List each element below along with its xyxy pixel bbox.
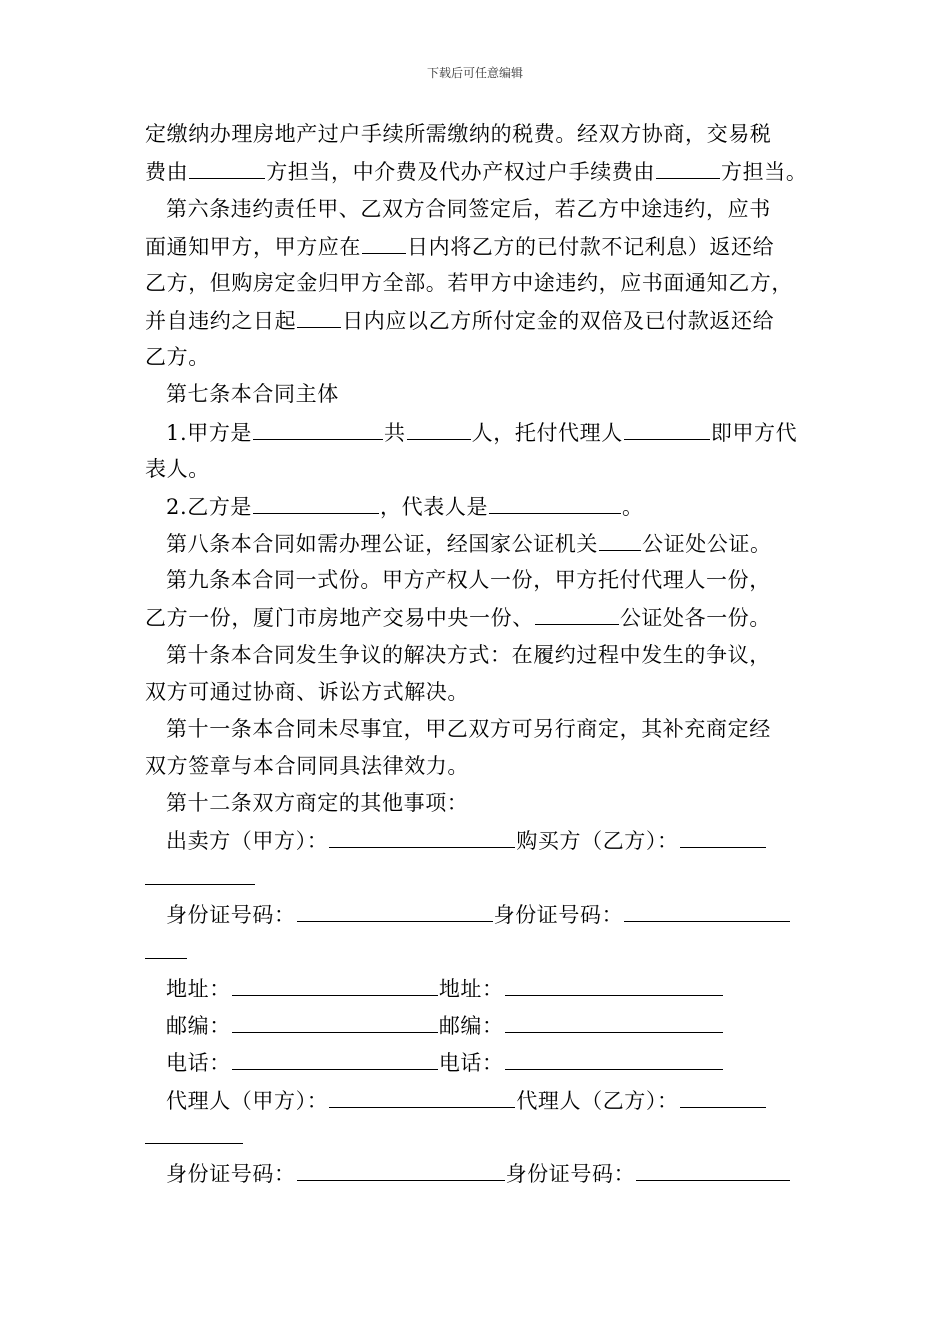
text-line: 第九条本合同一式份。甲方产权人一份，甲方托付代理人一份，	[166, 568, 771, 592]
signature-line: 代理人（甲方）： 代理人（乙方）：	[166, 1086, 767, 1115]
signature-line: 地址： 地址：	[166, 974, 724, 1003]
text-line: 第六条违约责任甲、乙双方合同签定后，若乙方中途违约，应书	[166, 197, 771, 221]
text-line: 定缴纳办理房地产过户手续所需缴纳的税费。经双方协商，交易税	[145, 122, 772, 146]
fill-blank[interactable]	[505, 1011, 723, 1033]
article-title: 第十二条双方商定的其他事项：	[166, 791, 469, 815]
text-line: 第八条本合同如需办理公证，经国家公证机关 公证处公证。	[166, 529, 772, 558]
fill-blank[interactable]	[329, 1086, 515, 1108]
fill-blank[interactable]	[145, 883, 255, 885]
page-header: 下载后可任意编辑	[426, 66, 523, 80]
fill-blank[interactable]	[362, 232, 406, 254]
fill-blank[interactable]	[145, 957, 187, 959]
fill-blank[interactable]	[505, 974, 723, 996]
fill-blank[interactable]	[253, 492, 379, 514]
article-title: 第七条本合同主体	[166, 382, 339, 406]
text-line: 乙方，但购房定金归甲方全部。若甲方中途违约，应书面通知乙方，	[145, 271, 793, 295]
text-line: 第十条本合同发生争议的解决方式：在履约过程中发生的争议，	[166, 643, 771, 667]
signature-line: 身份证号码： 身份证号码：	[166, 1159, 791, 1188]
fill-blank[interactable]	[599, 529, 641, 551]
signature-line: 邮编： 邮编：	[166, 1011, 724, 1040]
fill-blank[interactable]	[505, 1048, 723, 1070]
fill-blank[interactable]	[656, 157, 720, 179]
fill-blank[interactable]	[680, 1086, 766, 1108]
text-line: 并自违约之日起 日内应以乙方所付定金的双倍及已付款返还给	[145, 306, 774, 335]
text-line: 第十一条本合同未尽事宜，甲乙双方可另行商定，其补充商定经	[166, 717, 771, 741]
fill-blank[interactable]	[489, 492, 621, 514]
text-line: 乙方。	[145, 345, 210, 369]
fill-blank[interactable]	[297, 306, 341, 328]
fill-blank[interactable]	[232, 1011, 438, 1033]
signature-line: 电话： 电话：	[166, 1048, 724, 1077]
text-line: 1.甲方是 共 人，托付代理人 即甲方代	[166, 418, 797, 447]
text-line: 面通知甲方，甲方应在 日内将乙方的已付款不记利息）返还给	[145, 232, 774, 261]
fill-blank[interactable]	[297, 1159, 505, 1181]
text-line: 乙方一份，厦门市房地产交易中央一份、 公证处各一份。	[145, 603, 771, 632]
text-line: 双方可通过协商、诉讼方式解决。	[145, 680, 469, 704]
text-line: 表人。	[145, 457, 210, 481]
fill-blank[interactable]	[624, 418, 710, 440]
fill-blank[interactable]	[253, 418, 383, 440]
fill-blank[interactable]	[329, 826, 515, 848]
fill-blank[interactable]	[145, 1142, 243, 1144]
fill-blank[interactable]	[407, 418, 471, 440]
text-line: 双方签章与本合同同具法律效力。	[145, 754, 469, 778]
fill-blank[interactable]	[232, 1048, 438, 1070]
signature-line: 身份证号码： 身份证号码：	[166, 900, 791, 929]
fill-blank[interactable]	[680, 826, 766, 848]
fill-blank[interactable]	[624, 900, 790, 922]
fill-blank[interactable]	[232, 974, 438, 996]
fill-blank[interactable]	[297, 900, 493, 922]
fill-blank[interactable]	[636, 1159, 790, 1181]
text-line: 费由 方担当，中介费及代办产权过户手续费由 方担当。	[145, 157, 807, 186]
signature-line: 出卖方（甲方）： 购买方（乙方）：	[166, 826, 767, 855]
fill-blank[interactable]	[535, 603, 619, 625]
text-line: 2.乙方是 ，代表人是 。	[166, 492, 644, 521]
fill-blank[interactable]	[189, 157, 265, 179]
